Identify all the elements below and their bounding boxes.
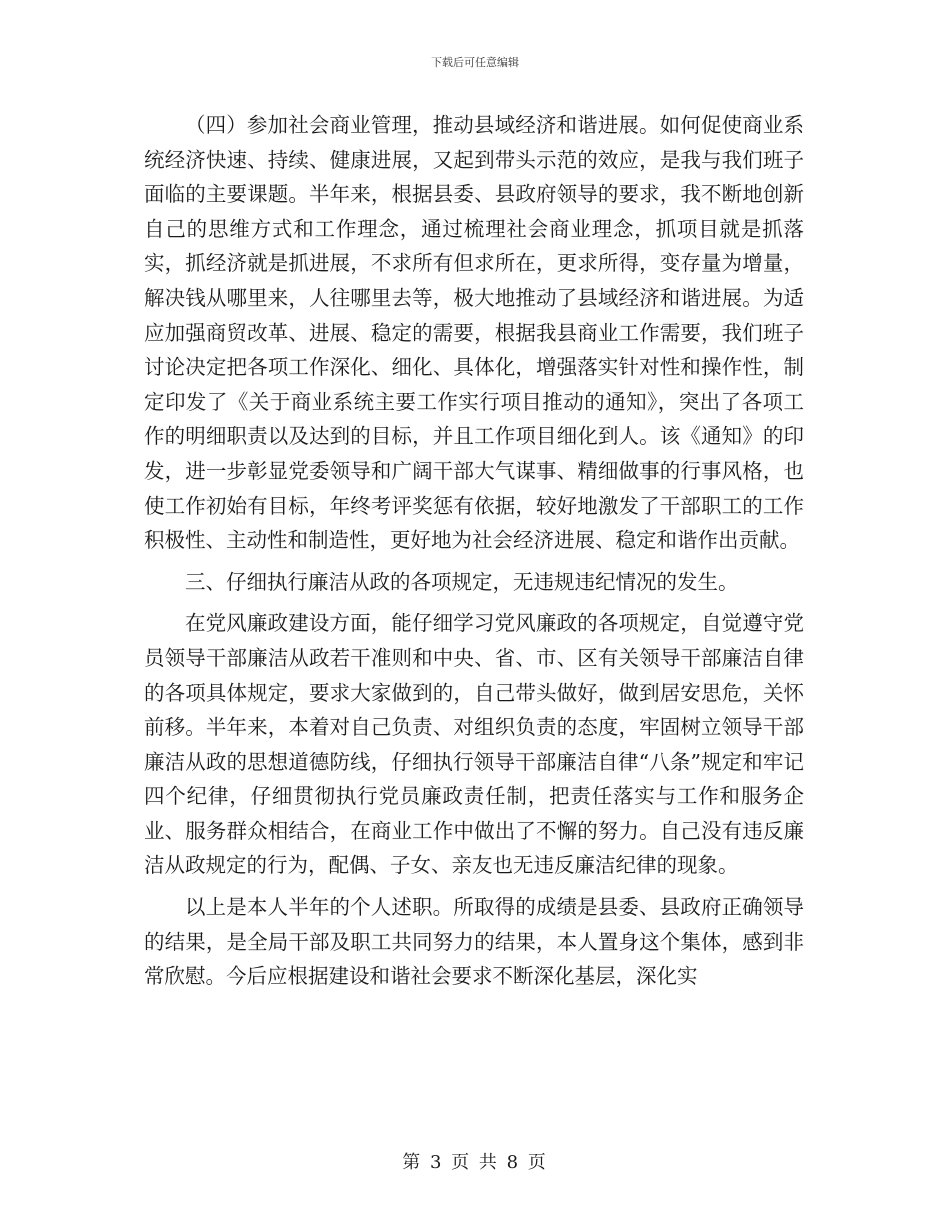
- section-heading-integrity: 三、仔细执行廉洁从政的各项规定，无违规违纪情况的发生。: [185, 569, 739, 594]
- paragraph-commerce-management: （四）参加社会商业管理，推动县域经济和谐进展。如何促使商业系统经济快速、持续、健康进展，又起到带头示范的效应，是我与我们班子面临的主要课题。半年来，根据县委、县政府领导的要求，我不断地创新自己的思维方式和工作理念，通过梳理社会商业理念，抓项目就是抓落实，抓经济就是抓进展，不求所有但求所在，更求所得，变存量为增量，解决钱从哪里来，人往哪里去等，极大地推动了县域经济和谐进展。为适应加强商贸改革、进展、稳定的需要，根据我县商业工作需要，我们班子讨论决定把各项工作深化、细化、具体化，增强落实针对性和操作性，制定印发了《关于商业系统主要工作实行项目推动的通知》，突出了各项工作的明细职责以及达到的目标，并且工作项目细化到人。该《通知》的印发，进一步彰显党委领导和广阔干部大气谋事、精细做事的行事风格，也使工作初始有目标，年终考评奖惩有依据，较好地激发了干部职工的工作积极性、主动性和制造性，更好地为社会经济进展、稳定和谐作出贡献。: [144, 113, 804, 553]
- document-body: [144, 108, 804, 994]
- paragraph-summary: 以上是本人半年的个人述职。所取得的成绩是县委、县政府正确领导的结果，是全局干部及职工共同努力的结果，本人置身这个集体，感到非常欣慰。今后应根据建设和谐社会要求不断深化基层，深化实: [144, 895, 804, 989]
- page-header-note: 下载后可任意编辑: [431, 56, 519, 69]
- page-number: 第 3 页 共 8 页: [402, 1152, 548, 1173]
- paragraph-integrity-details: 在党风廉政建设方面，能仔细学习党风廉政的各项规定，自觉遵守党员领导干部廉洁从政若干准则和中央、省、市、区有关领导干部廉洁自律的各项具体规定，要求大家做到的，自己带头做好，做到居安思危，关怀前移。半年来，本着对自己负责、对组织负责的态度，牢固树立领导干部廉洁从政的思想道德防线，仔细执行领导干部廉洁自律“八条”规定和牢记四个纪律，仔细贯彻执行党员廉政责任制，把责任落实与工作和服务企业、服务群众相结合，在商业工作中做出了不懈的努力。自己没有违反廉洁从政规定的行为，配偶、子女、亲友也无违反廉洁纪律的现象。: [144, 611, 804, 878]
